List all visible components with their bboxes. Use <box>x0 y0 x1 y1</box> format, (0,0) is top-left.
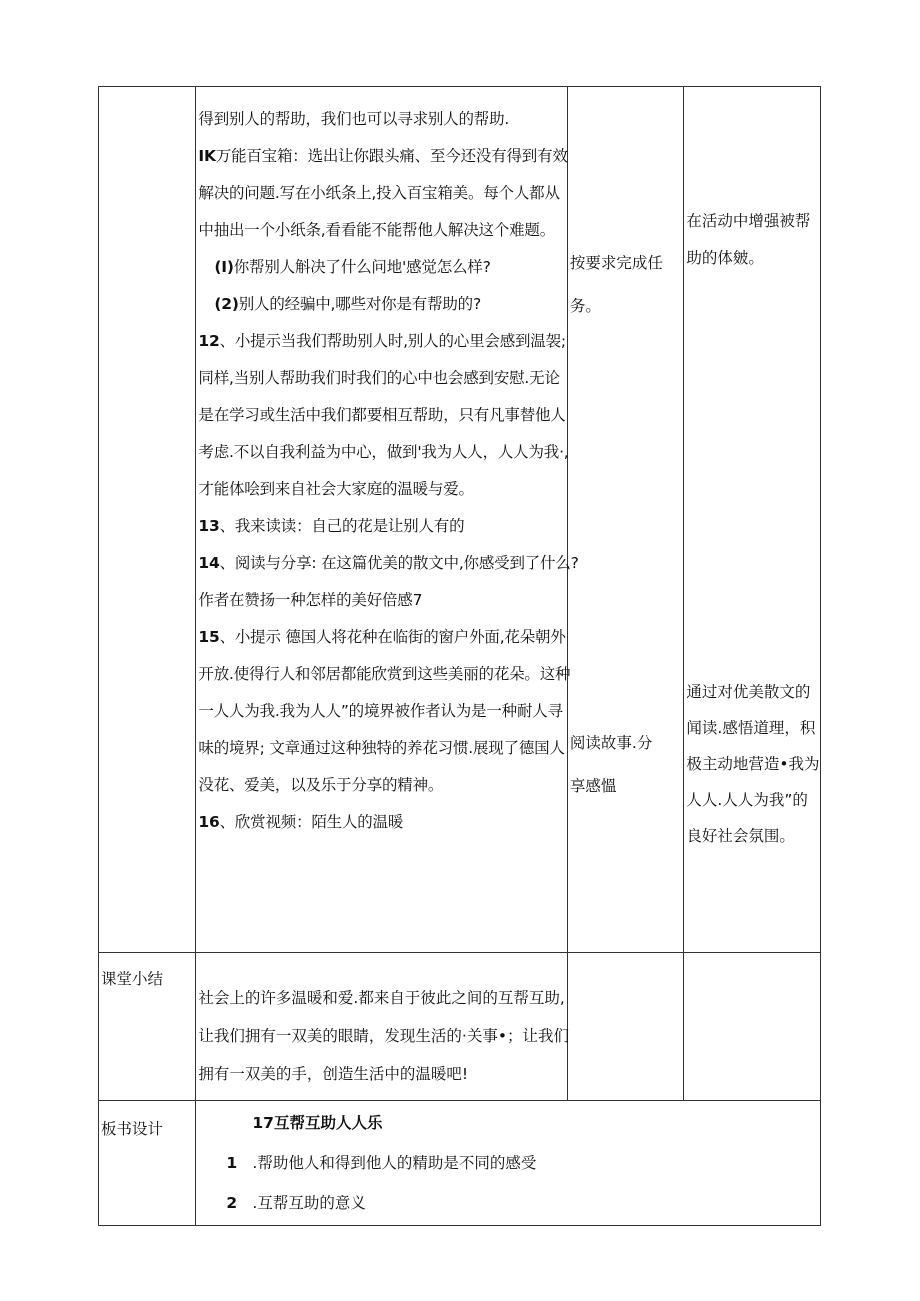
intent-line: 闻读.感悟道理，积 <box>686 719 816 737</box>
intent-line: 人人.人人为我”的 <box>686 791 808 809</box>
content-line: 16、欣赏视频：陌生人的温暖 <box>198 813 404 831</box>
board-label-text: 板书设计 <box>101 1120 164 1138</box>
summary-row <box>99 953 821 1101</box>
summary-label-text: 课堂小结 <box>101 970 164 988</box>
content-line: 味的境界; 文章通过这种独特的养花习惯.展现了德国人 <box>198 739 565 757</box>
board-design-row <box>99 1101 821 1226</box>
content-line: 是在学习或生活中我们都要相互帮助，只有凡事替他人 <box>198 406 566 424</box>
student-read-line: 享感慍 <box>569 777 617 795</box>
content-line: 才能体哙到来自社会大家庭的温暖与爱。 <box>198 480 474 498</box>
board-title: 17互帮互助人人乐 <box>252 1114 383 1132</box>
activity-label-cell <box>99 87 196 953</box>
activity-content-cell <box>196 87 579 953</box>
content-line: 15、小提示 德国人将花种在临街的窗户外面,花朵朝外 <box>198 628 566 646</box>
summary-line: 拥有一双美的手，创造生活中的温暖吧! <box>198 1065 469 1083</box>
content-line: (2)别人的经骗中,哪些对你是有帮助的? <box>214 295 482 313</box>
summary-label <box>99 953 196 1101</box>
summary-line: 社会上的许多温暖和爱.都来自于彼此之间的互帮互助, <box>198 989 565 1007</box>
intent-line: 良好社会氛围。 <box>686 827 795 845</box>
content-line: (I)你帮别人斛决了什么问地'感觉怎么样? <box>214 258 491 276</box>
content-line: 得到别人的帮助，我们也可以寻求别人的帮助. <box>198 110 510 128</box>
student-activity-cell <box>567 87 683 953</box>
design-intent-cell <box>684 87 821 953</box>
content-line: 解决的问题.写在小纸条上,投入百宝箱美。每个人都从 <box>198 184 560 202</box>
content-line: 开放.使得行人和邻居都能欣赏到这些美丽的花朵。这种 <box>198 665 571 683</box>
intent-line: 在活动中增强被帮 <box>686 212 811 230</box>
student-task-line: 务。 <box>569 297 601 315</box>
content-line: 12、小提示当我们帮助别人时,别人的心里会感到温袈; <box>198 332 566 350</box>
student-read-line: 阅读故事.分 <box>569 734 653 752</box>
activity-row <box>99 87 821 953</box>
content-line: 13、我来读读：自己的花是让别人有的 <box>198 517 465 535</box>
intent-line: 通过对优美散文的 <box>686 683 811 701</box>
content-line: IK万能百宝箱：选出让你跟头痛、至今还没有得到有效 <box>198 147 568 165</box>
intent-line: 极主动地营造•我为 <box>686 755 820 773</box>
content-line: 中抽出一个小纸条,看看能不能帮他人解决这个难题。 <box>198 221 556 239</box>
content-line: 没花、爱美，以及乐于分享的精神。 <box>198 776 444 794</box>
board-item: 1 .帮助他人和得到他人的精助是不同的感受 <box>226 1154 537 1172</box>
content-line: 一人人为我.我为人人”的境界被作者认为是一种耐人寻 <box>198 702 563 720</box>
summary-content-cell <box>196 953 568 1101</box>
summary-line: 让我们拥有一双美的眼睛，发现生活的·关事•；让我们 <box>198 1027 569 1045</box>
lesson-plan-table <box>98 86 821 1226</box>
summary-empty-cell <box>684 953 821 1101</box>
intent-line: 助的体皴。 <box>686 249 764 267</box>
content-line: 作者在赞扬一种怎样的美好倍感7 <box>198 591 423 609</box>
board-item: 2 .互帮互助的意义 <box>226 1194 366 1212</box>
board-design-label <box>99 1101 196 1226</box>
content-line: 14、阅读与分享: 在这篇优美的散文中,你感受到了什么? <box>198 554 579 572</box>
student-task-line: 按要求完成任 <box>569 254 663 272</box>
content-line: 同样,当别人帮助我们时我们的心中也会感到安慰.无论 <box>198 369 560 387</box>
board-design-content <box>196 1101 821 1226</box>
content-line: 考虑.不以自我利益为中心，做到'我为人人，人人为我·, <box>198 443 569 461</box>
summary-empty-cell <box>567 953 683 1101</box>
